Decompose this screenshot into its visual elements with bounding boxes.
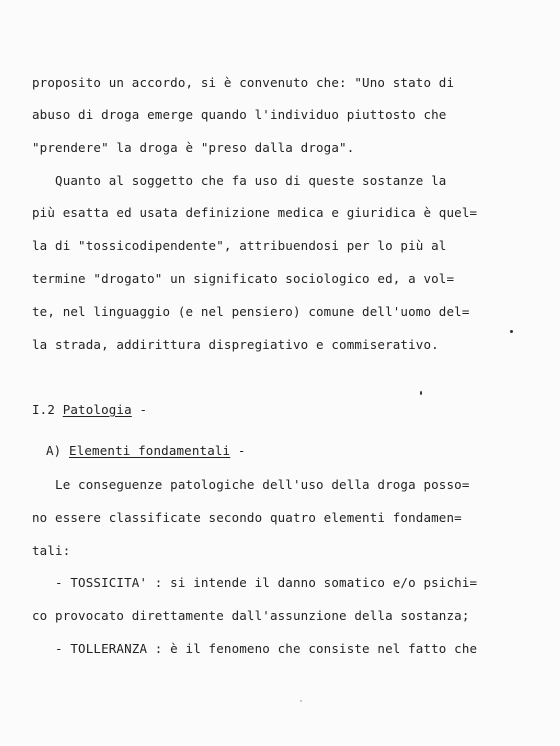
- list-item: - TOSSICITA' : si intende il danno somatico e/o psichi=: [32, 575, 478, 590]
- section-number: I.2: [32, 402, 63, 417]
- text-line: no essere classificate secondo quatro elementi fondamen=: [32, 510, 462, 525]
- subsection-title: Elementi fondamentali: [69, 443, 231, 458]
- text-line: "prendere" la droga è "preso dalla droga".: [32, 140, 355, 155]
- list-item: - TOLLERANZA : è il fenomeno che consiste nel fatto che: [32, 641, 478, 656]
- text-line: termine "drogato" un significato sociologico ed, a vol=: [32, 271, 455, 286]
- ink-speck: [300, 700, 302, 702]
- section-heading: [32, 403, 147, 417]
- ink-speck: [510, 330, 513, 333]
- text-line: la strada, addirittura dispregiativo e commiserativo.: [32, 337, 439, 352]
- subsection-heading: [46, 444, 246, 458]
- text-line: proposito un accordo, si è convenuto che: "Uno stato di: [32, 75, 455, 90]
- text-line: te, nel linguaggio (e nel pensiero) comune dell'uomo del=: [32, 304, 470, 319]
- text-line: abuso di droga emerge quando l'individuo piuttosto che: [32, 107, 447, 122]
- text-line: Quanto al soggetto che fa uso di queste sostanze la: [32, 173, 447, 188]
- text-line: Le conseguenze patologiche dell'uso della droga posso=: [32, 477, 470, 492]
- subsection-letter: A): [46, 443, 70, 458]
- section-dash: -: [131, 402, 148, 417]
- section-title: Patologia: [62, 402, 132, 417]
- text-line: tali:: [32, 543, 71, 558]
- text-line: la di "tossicodipendente", attribuendosi per lo più al: [32, 238, 447, 253]
- ink-speck: [420, 391, 422, 395]
- text-line: più esatta ed usata definizione medica e giuridica è quel=: [32, 205, 478, 220]
- subsection-dash: -: [230, 443, 246, 458]
- list-item: co provocato direttamente dall'assunzione della sostanza;: [32, 608, 470, 623]
